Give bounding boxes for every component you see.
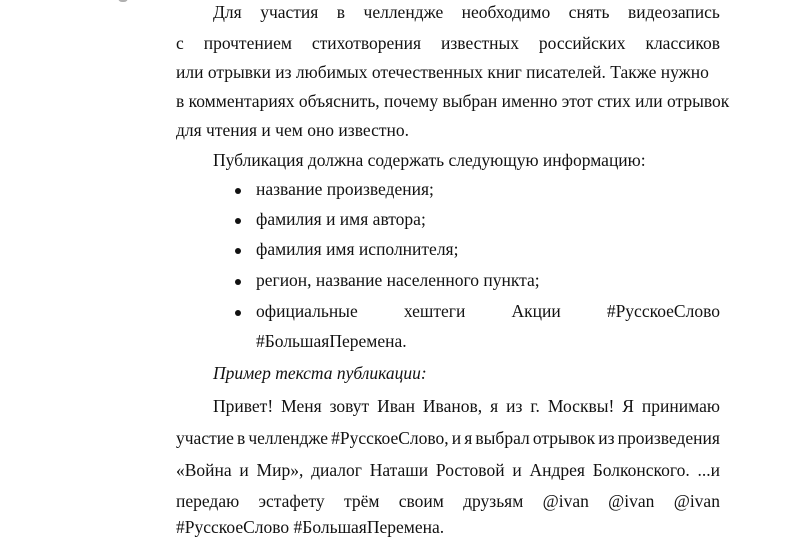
example-line-1 [213,396,720,416]
word: участия [260,2,319,22]
word: официальные [256,301,358,321]
example-line-2 [176,428,720,448]
word: @ivan [673,491,720,511]
word: я [490,396,499,416]
word: в [236,428,246,448]
bullet-icon [235,248,241,254]
word: российских [538,33,626,53]
word: участие [176,428,234,448]
intro-line-4: в комментариях объяснить, почему выбран именно этот стих или отрывок [176,91,730,111]
word: ...и [697,460,720,480]
word: #РусскоеСлово, [331,428,449,448]
word: @ivan [608,491,655,511]
word: Ростовой [435,460,505,480]
example-line-3 [176,460,720,480]
word: друзьям [463,491,524,511]
requirements-intro: Публикация должна содержать следующую информацию: [213,150,646,170]
bullet-icon [235,188,241,194]
word: Привет! [213,396,274,416]
list-item-hashtags-continued: #БольшаяПеремена. [256,331,407,351]
word: передаю [176,491,240,511]
word: #РусскоеСлово [606,301,720,321]
word: Акции [511,301,561,321]
intro-line-1 [213,2,720,22]
word: Андрея [529,460,585,480]
word: трём [343,491,380,511]
list-item-title: название произведения; [256,179,434,199]
list-item-hashtags [256,301,720,321]
word: известных [441,33,519,53]
word: стихотворения [311,33,422,53]
intro-line-5: для чтения и чем оно известно. [176,120,409,140]
word: прочтением [203,33,292,53]
word: я [464,428,473,448]
example-heading: Пример текста публикации: [213,363,427,383]
word: челлендже [248,428,329,448]
word: видеозапись [627,2,720,22]
word: хештеги [403,301,466,321]
bullet-icon [235,218,241,224]
word: из [598,428,615,448]
word: Я [622,396,634,416]
word: своим [398,491,444,511]
list-item-performer: фамилия имя исполнителя; [256,239,459,259]
word: Иван [377,396,415,416]
word: Мир», [256,460,304,480]
intro-line-2 [176,33,720,53]
bullet-icon [235,279,241,285]
word: принимаю [641,396,720,416]
word: Наташи [369,460,429,480]
word: Москвы! [547,396,615,416]
word: Для [213,2,242,22]
word: зовут [329,396,370,416]
word: из [506,396,523,416]
word: выбрал [475,428,530,448]
word: диалог [311,460,362,480]
word: Болконского. [592,460,690,480]
word: и [239,460,249,480]
word: г. [530,396,540,416]
page-edge-mark [118,0,128,2]
intro-line-3: или отрывки из любимых отечественных книг писателей. Также нужно [176,62,709,82]
word: необходимо [461,2,551,22]
bullet-icon [235,310,241,316]
word: эстафету [258,491,325,511]
word: произведения [617,428,720,448]
word: с [176,33,184,53]
word: челлендже [363,2,444,22]
word: отрывок [532,428,596,448]
word: @ivan [542,491,589,511]
word: Иванов, [422,396,483,416]
word: и [451,428,462,448]
word: Меня [281,396,322,416]
example-line-5: #РусскоеСлово #БольшаяПеремена. [176,517,445,537]
word: в [336,2,346,22]
word: и [512,460,522,480]
example-line-4 [176,491,720,511]
list-item-region: регион, название населенного пункта; [256,270,540,290]
list-item-author: фамилия и имя автора; [256,209,426,229]
word: снять [568,2,610,22]
word: классиков [645,33,720,53]
word: «Война [176,460,232,480]
